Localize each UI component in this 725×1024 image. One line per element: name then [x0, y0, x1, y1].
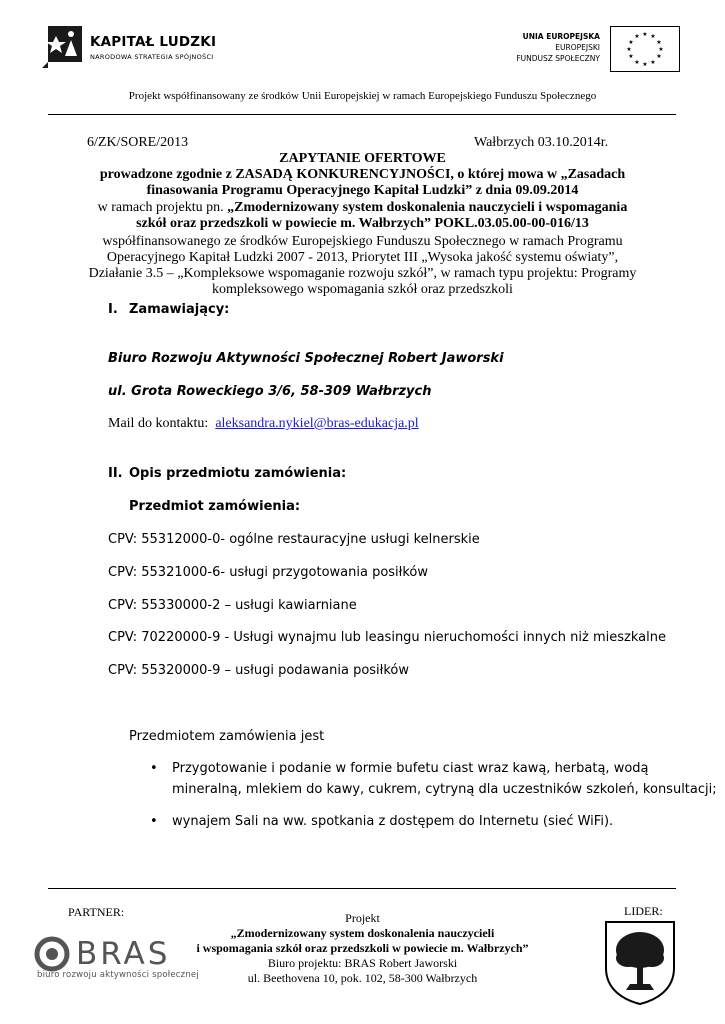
svg-text:★: ★ [642, 31, 648, 38]
svg-text:★: ★ [634, 59, 640, 66]
svg-text:★: ★ [656, 53, 662, 60]
title-line-8: kompleksowego wspomagania szkół oraz przedszkoli [212, 282, 513, 297]
footer-divider [48, 888, 676, 889]
bullet-1-line-1: Przygotowanie i podanie w formie bufetu ciast wraz kawą, herbatą, wodą [172, 761, 649, 776]
eu-text [516, 31, 600, 64]
section-2-heading: Opis przedmiotu zamówienia: [129, 466, 347, 481]
footer-office-address: ul. Beethovena 10, pok. 102, 58-300 Wałbrzych [247, 971, 478, 985]
title-line-2: finasowania Programu Operacyjnego Kapitał Ludzki” z dnia 09.09.2014 [146, 183, 579, 198]
svg-text:★: ★ [626, 46, 632, 53]
subject-subheading: Przedmiot zamówienia: [129, 499, 301, 514]
contracting-organization: Biuro Rozwoju Aktywności Społecznej Robert Jaworski [108, 351, 504, 366]
contact-label: Mail do kontaktu: [108, 416, 209, 431]
svg-text:★: ★ [628, 53, 634, 60]
title-line-3 [0, 200, 725, 216]
title-line-4: szkół oraz przedszkoli w powiecie m. Wałbrzych” POKL.03.05.00-00-016/13 [136, 216, 589, 231]
svg-text:★: ★ [634, 33, 640, 40]
eu-logo [498, 26, 684, 74]
eu-line2: EUROPEJSKI [555, 43, 600, 52]
svg-text:★: ★ [642, 61, 648, 68]
eu-line1: UNIA EUROPEJSKA [522, 32, 600, 41]
footer-project-title-1: „Zmodernizowany system doskonalenia nauczycieli [230, 926, 495, 940]
svg-text:★: ★ [650, 59, 656, 66]
bullet-marker: • [150, 814, 158, 829]
section-1-heading: Zamawiający: [129, 302, 230, 317]
kapital-ludzki-logo [42, 22, 222, 70]
title-line-6: Operacyjnego Kapitał Ludzki 2007 - 2013, Priorytet III „Wysoka jakość systemu oświaty”, [106, 250, 619, 265]
bras-wordmark: BRAS [76, 936, 171, 972]
bras-logo-mark-icon [34, 936, 70, 972]
bullet-2: wynajem Sali na ww. spotkania z dostępem do Internetu (sieć WiFi). [172, 814, 614, 829]
cpv-item: CPV: 70220000-9 - Usługi wynajmu lub leasingu nieruchomości innych niż mieszkalne [108, 630, 666, 645]
cofinancing-note: Projekt współfinansowany ze środków Unii Europejskiej w ramach Europejskiego Funduszu Społecznego [128, 90, 597, 102]
svg-text:★: ★ [628, 39, 634, 46]
section-2-number: II. [108, 466, 123, 481]
header-divider [48, 114, 676, 115]
eu-line3: FUNDUSZ SPOŁECZNY [516, 54, 600, 63]
cpv-item: CPV: 55312000-0- ogólne restauracyjne usługi kelnerskie [108, 532, 480, 547]
title-line-3-bold: „Zmodernizowany system doskonalenia nauczycieli i wspomagania [227, 200, 628, 215]
section-1-number: I. [108, 302, 118, 317]
footer-project: Projekt [345, 911, 380, 925]
footer-project-title-2: i wspomagania szkół oraz przedszkoli w powiecie m. Wałbrzych” [196, 941, 529, 955]
leader-label: LIDER: [624, 904, 663, 918]
place-date: Wałbrzych 03.10.2014r. [474, 135, 609, 150]
bullet-1-line-2: mineralną, mlekiem do kawy, cukrem, cytryną dla uczestników szkoleń, konsultacji; [172, 782, 717, 797]
title-line-3-prefix: w ramach projektu pn. [97, 200, 228, 215]
kapital-ludzki-name: KAPITAŁ LUDZKI [90, 34, 217, 50]
svg-text:★: ★ [656, 39, 662, 46]
subject-intro: Przedmiotem zamówienia jest [129, 729, 325, 744]
bras-logo [34, 934, 199, 982]
contracting-address: ul. Grota Roweckiego 3/6, 58-309 Wałbrzych [108, 384, 432, 399]
bras-tagline: biuro rozwoju aktywności społecznej [37, 970, 199, 980]
kapital-ludzki-emblem-icon [42, 22, 84, 68]
kapital-ludzki-subtitle: NARODOWA STRATEGIA SPÓJNOŚCI [90, 53, 214, 61]
title-line-1: prowadzone zgodnie z ZASADĄ KONKURENCYJNOŚCI, o której mowa w „Zasadach [99, 167, 626, 182]
walbrzych-coat-of-arms-icon [604, 920, 676, 1006]
reference-number: 6/ZK/SORE/2013 [87, 135, 189, 150]
svg-text:★: ★ [658, 46, 664, 53]
svg-text:★: ★ [650, 33, 656, 40]
document-heading: ZAPYTANIE OFERTOWE [279, 151, 446, 166]
footer-office: Biuro projektu: BRAS Robert Jaworski [267, 956, 458, 970]
contact-line [108, 416, 419, 432]
cpv-item: CPV: 55320000-9 – usługi podawania posiłków [108, 663, 410, 678]
eu-flag-icon [610, 26, 680, 72]
contact-email-link[interactable]: aleksandra.nykiel@bras-edukacja.pl [215, 416, 419, 431]
bullet-marker: • [150, 761, 158, 776]
partner-label: PARTNER: [68, 905, 125, 919]
title-line-5: współfinansowanego ze środków Europejskiego Funduszu Społecznego w ramach Programu [102, 234, 623, 249]
title-line-7: Działanie 3.5 – „Kompleksowe wspomaganie rozwoju szkół”, w ramach typu projektu: Programy [88, 266, 637, 281]
cpv-item: CPV: 55330000-2 – usługi kawiarniane [108, 598, 357, 613]
cpv-item: CPV: 55321000-6- usługi przygotowania posiłków [108, 565, 429, 580]
